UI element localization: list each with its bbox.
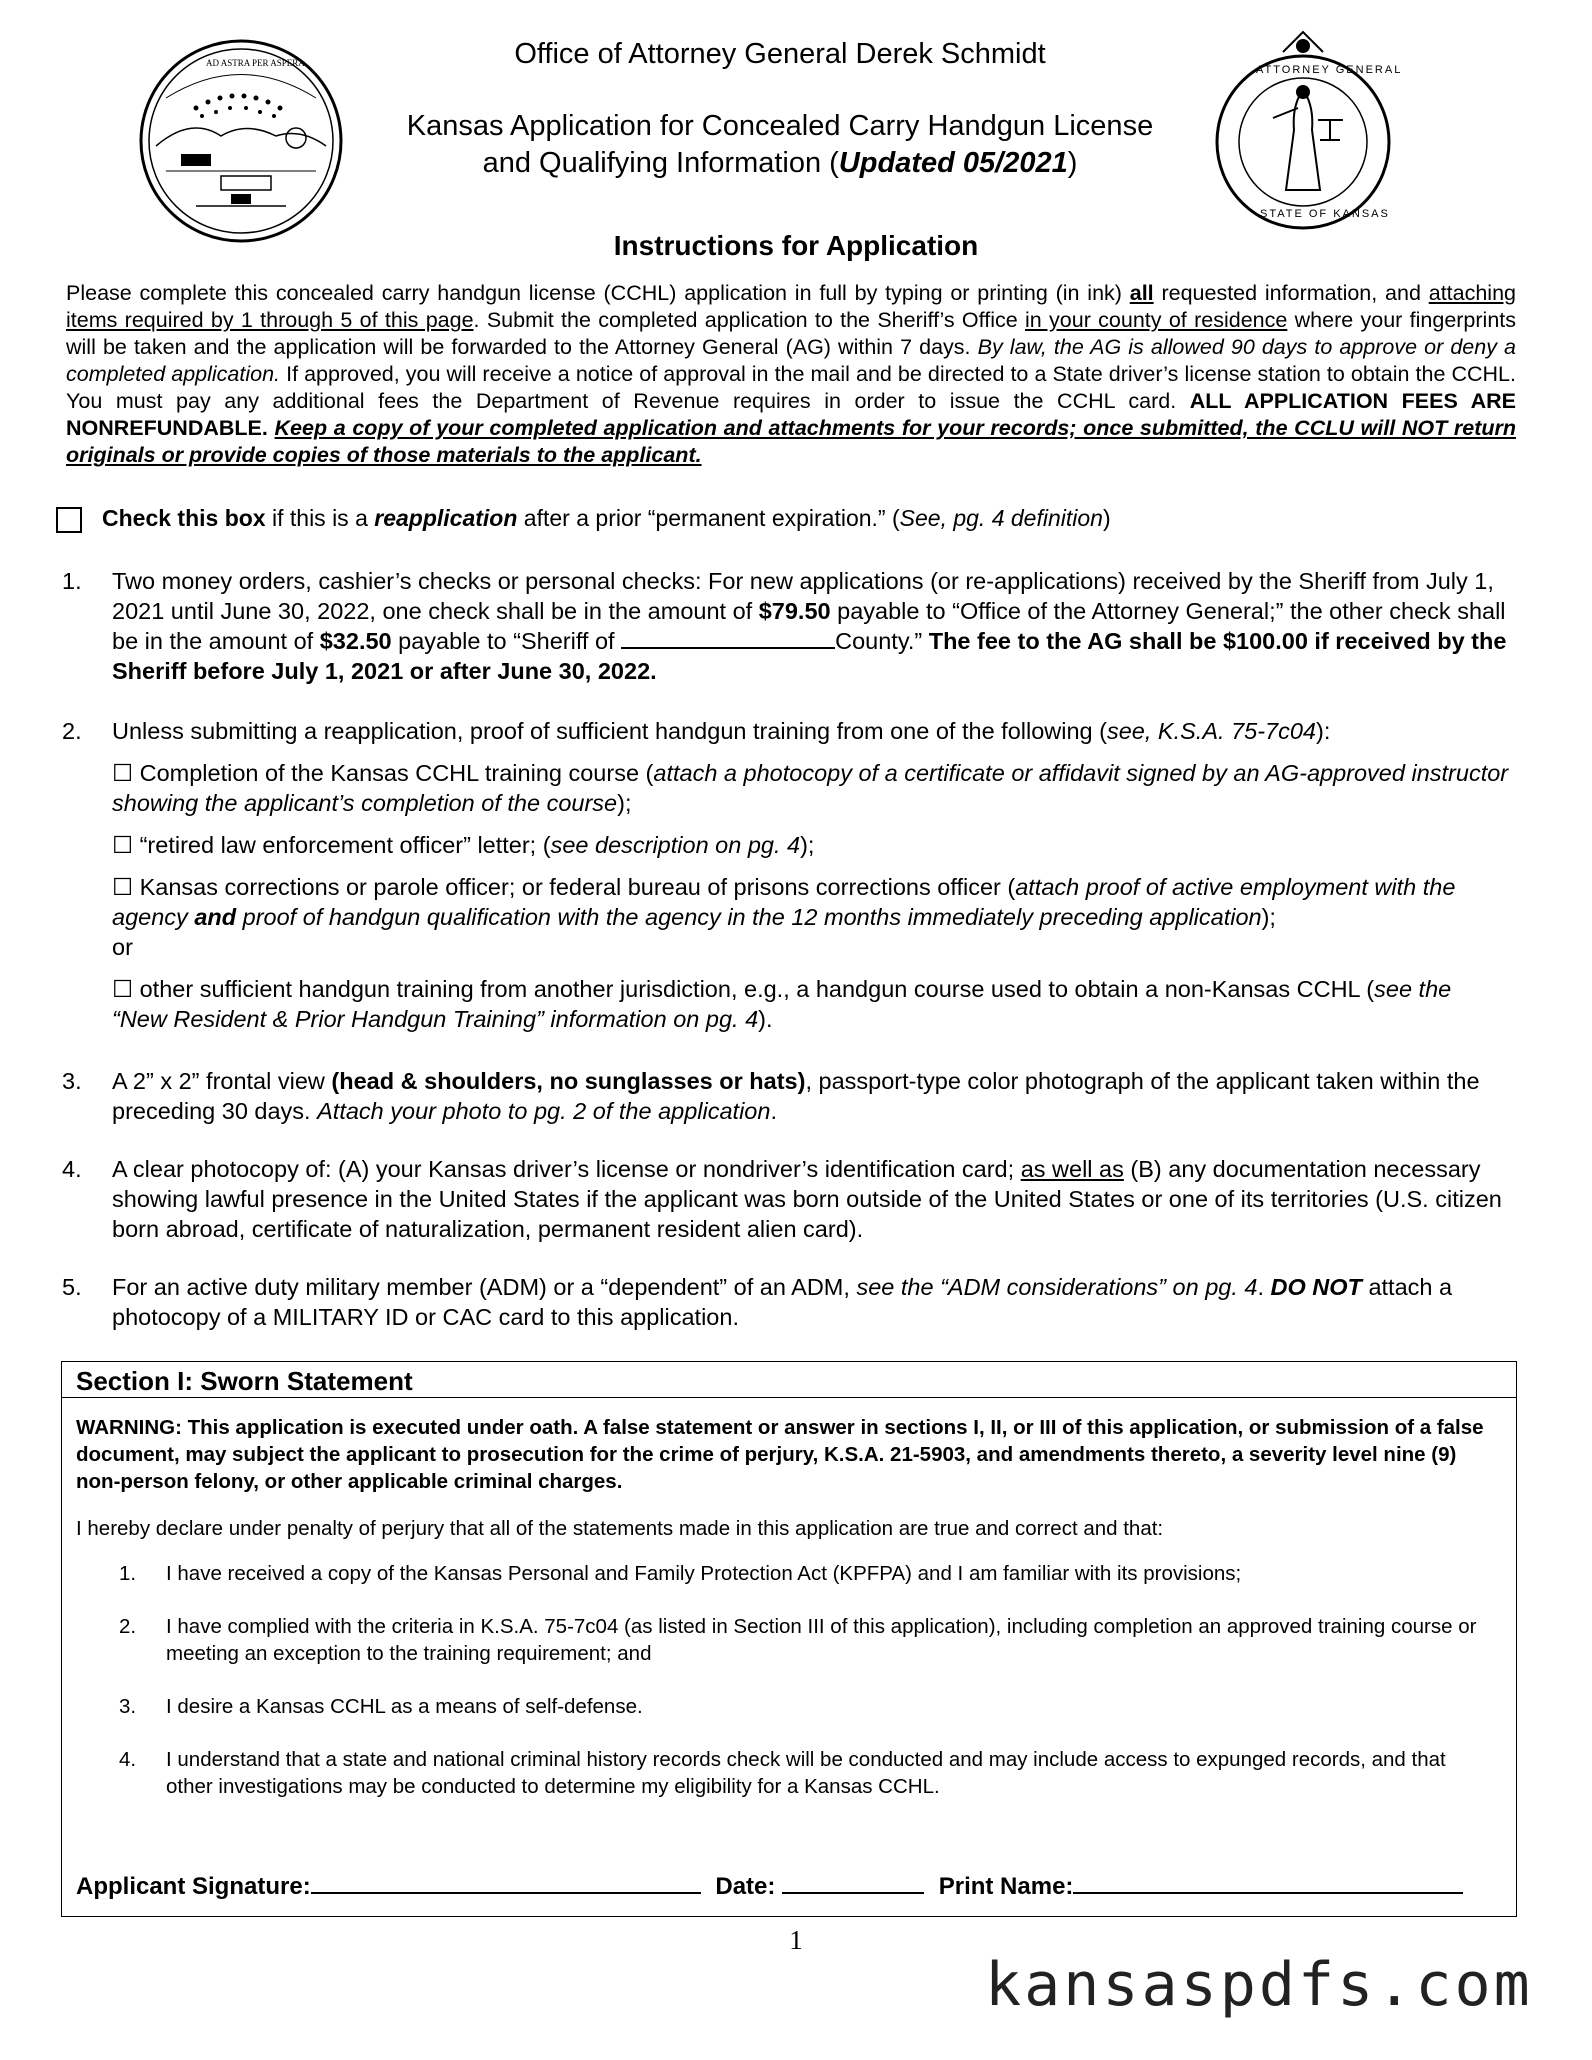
sworn-statement-list <box>76 1560 1496 1800</box>
training-option-retired-leo: ☐ “retired law enforcement officer” letter; (see description on pg. 4); <box>112 832 815 858</box>
instructions-title: Instructions for Application <box>613 230 979 261</box>
application-title-line1: Kansas Application for Concealed Carry Handgun License <box>406 110 1154 142</box>
list-item: 1. I have received a copy of the Kansas Personal and Family Protection Act (KPFPA) and I am familiar with its provisions; <box>119 1562 1242 1585</box>
option-checkbox[interactable]: ☐ <box>112 976 134 1002</box>
application-title-line2: and Qualifying Information (Updated 05/2021) <box>482 147 1078 179</box>
print-name-field[interactable] <box>1073 1872 1463 1894</box>
application-title <box>330 108 1230 182</box>
item-2-training: 2. Unless submitting a reapplication, proof of sufficient handgun training from one of the following (see, K.S.A. 75-7c04): ☐ Completion of the Kansas CCHL training course (attach a photocopy of a certificate or affidavit signed by an AG-approved instructor showing the applicant’s completion of the course); ☐ “retired law enforcement officer” letter; (see description on pg. 4); ☐ Kansas corrections or parole officer; or federal bureau of prisons corrections officer (attach proof of active employment with the agency and proof of handgun qualification with the agency in the 12 months immediately preceding application); or ☐ other sufficient handgun training from another jurisdiction, e.g., a handgun course used to obtain a non-Kansas CCHL (see the “New Resident & Prior Handgun Training” information on pg. 4). <box>62 716 1512 1034</box>
option-checkbox[interactable]: ☐ <box>112 832 134 858</box>
signature-label: Applicant Signature: <box>76 1873 311 1900</box>
perjury-warning: WARNING: This application is executed under oath. A false statement or answer in sections I, II, or III of this application, or submission of a false document, may subject the applicant to prosecution for the crime of perjury, K.S.A. 21-5903, and amendments thereto, a severity level nine (9) non-person felony, or other applicable criminal charges. <box>76 1416 1484 1493</box>
reapplication-label: Check this box if this is a reapplication after a prior “permanent expiration.” (See, pg. 4 definition) <box>102 505 1111 531</box>
print-name-label: Print Name: <box>938 1873 1074 1900</box>
signature-line <box>76 1872 1506 1901</box>
option-checkbox[interactable]: ☐ <box>112 874 134 900</box>
date-label: Date: <box>715 1873 776 1900</box>
date-field[interactable] <box>782 1872 924 1894</box>
training-option-corrections: ☐ Kansas corrections or parole officer; or federal bureau of prisons corrections officer (attach proof of active employment with the agency and proof of handgun qualification with the agency in the 12 months immediately preceding application); or <box>112 874 1456 960</box>
kansas-state-seal <box>136 36 346 246</box>
office-name: Office of Attorney General Derek Schmidt <box>514 38 1046 70</box>
page-number: 1 <box>789 1925 803 1955</box>
updated-date: Updated 05/2021 <box>838 147 1068 179</box>
item-1-fees: 1. Two money orders, cashier’s checks or personal checks: For new applications (or re-applications) received by the Sheriff from July 1, 2021 until June 30, 2022, one check shall be in the amount of $79.50 payable to “Office of the Attorney General;” the other check shall be in the amount of $32.50 payable to “Sheriff of County.” The fee to the AG shall be $100.00 if received by the Sheriff before July 1, 2021 or after June 30, 2022. <box>62 568 1507 684</box>
reapplication-checkbox[interactable] <box>56 507 82 533</box>
item-4-id-copy: 4. A clear photocopy of: (A) your Kansas driver’s license or nondriver’s identification card; as well as (B) any documentation necessary showing lawful presence in the United States if the applicant was born outside of the United States or one of its territories (U.S. citizen born abroad, certificate of naturalization, permanent resident alien card). <box>62 1156 1502 1242</box>
section-1-sworn-statement <box>61 1361 1517 1917</box>
office-heading <box>330 36 1230 73</box>
list-item: 4. I understand that a state and national criminal history records check will be conducted and may include access to expunged records, and that other investigations may be conducted to determine my eligibility for a Kansas CCHL. <box>119 1748 1446 1798</box>
county-blank[interactable] <box>621 627 835 649</box>
seal-motto: AD ASTRA PER ASPERA <box>206 58 305 68</box>
seal-text-bottom: STATE OF KANSAS <box>1260 208 1390 220</box>
section-1-title: Section I: Sworn Statement <box>62 1362 1516 1398</box>
declaration-text: I hereby declare under penalty of perjury that all of the statements made in this application are true and correct and that: <box>76 1517 1164 1540</box>
item-5-military: 5. For an active duty military member (ADM) or a “dependent” of an ADM, see the “ADM considerations” on pg. 4. DO NOT attach a photocopy of a MILITARY ID or CAC card to this application. <box>62 1274 1453 1330</box>
watermark: kansaspdfs.com <box>985 1950 1533 2020</box>
list-item: 3. I desire a Kansas CCHL as a means of self-defense. <box>119 1695 643 1718</box>
seal-text-top: ATTORNEY GENERAL <box>1256 64 1403 76</box>
intro-paragraph: Please complete this concealed carry handgun license (CCHL) application in full by typing or printing (in ink) all requested information, and attaching items required by 1 through 5 of this page. Submit the completed application to the Sheriff’s Office in your county of residence where your fingerprints will be taken and the application will be forwarded to the Attorney General (AG) within 7 days. By law, the AG is allowed 90 days to approve or deny a completed application. If approved, you will receive a notice of approval in the mail and be directed to a State driver’s license station to obtain the CCHL. You must pay any additional fees the Department of Revenue requires in order to issue the CCHL card. ALL APPLICATION FEES ARE NONREFUNDABLE. Keep a copy of your completed application and attachments for your records; once submitted, the CCLU will NOT return originals or provide copies of those materials to the applicant. <box>66 281 1517 467</box>
training-option-other-jurisdiction: ☐ other sufficient handgun training from another jurisdiction, e.g., a handgun course used to obtain a non-Kansas CCHL (see the “New Resident & Prior Handgun Training” information on pg. 4). <box>112 976 1452 1032</box>
option-checkbox[interactable]: ☐ <box>112 760 134 786</box>
item-3-photo: 3. A 2” x 2” frontal view (head & shoulders, no sunglasses or hats), passport-type color photograph of the applicant taken within the preceding 30 days. Attach your photo to pg. 2 of the application. <box>62 1068 1480 1124</box>
training-option-course: ☐ Completion of the Kansas CCHL training course (attach a photocopy of a certificate or affidavit signed by an AG-approved instructor showing the applicant’s completion of the course); <box>112 760 1509 816</box>
signature-field[interactable] <box>311 1872 701 1894</box>
list-item: 2. I have complied with the criteria in K.S.A. 75-7c04 (as listed in Section III of this application), including completion an approved training course or meeting an exception to the training requirement; and <box>119 1615 1477 1665</box>
